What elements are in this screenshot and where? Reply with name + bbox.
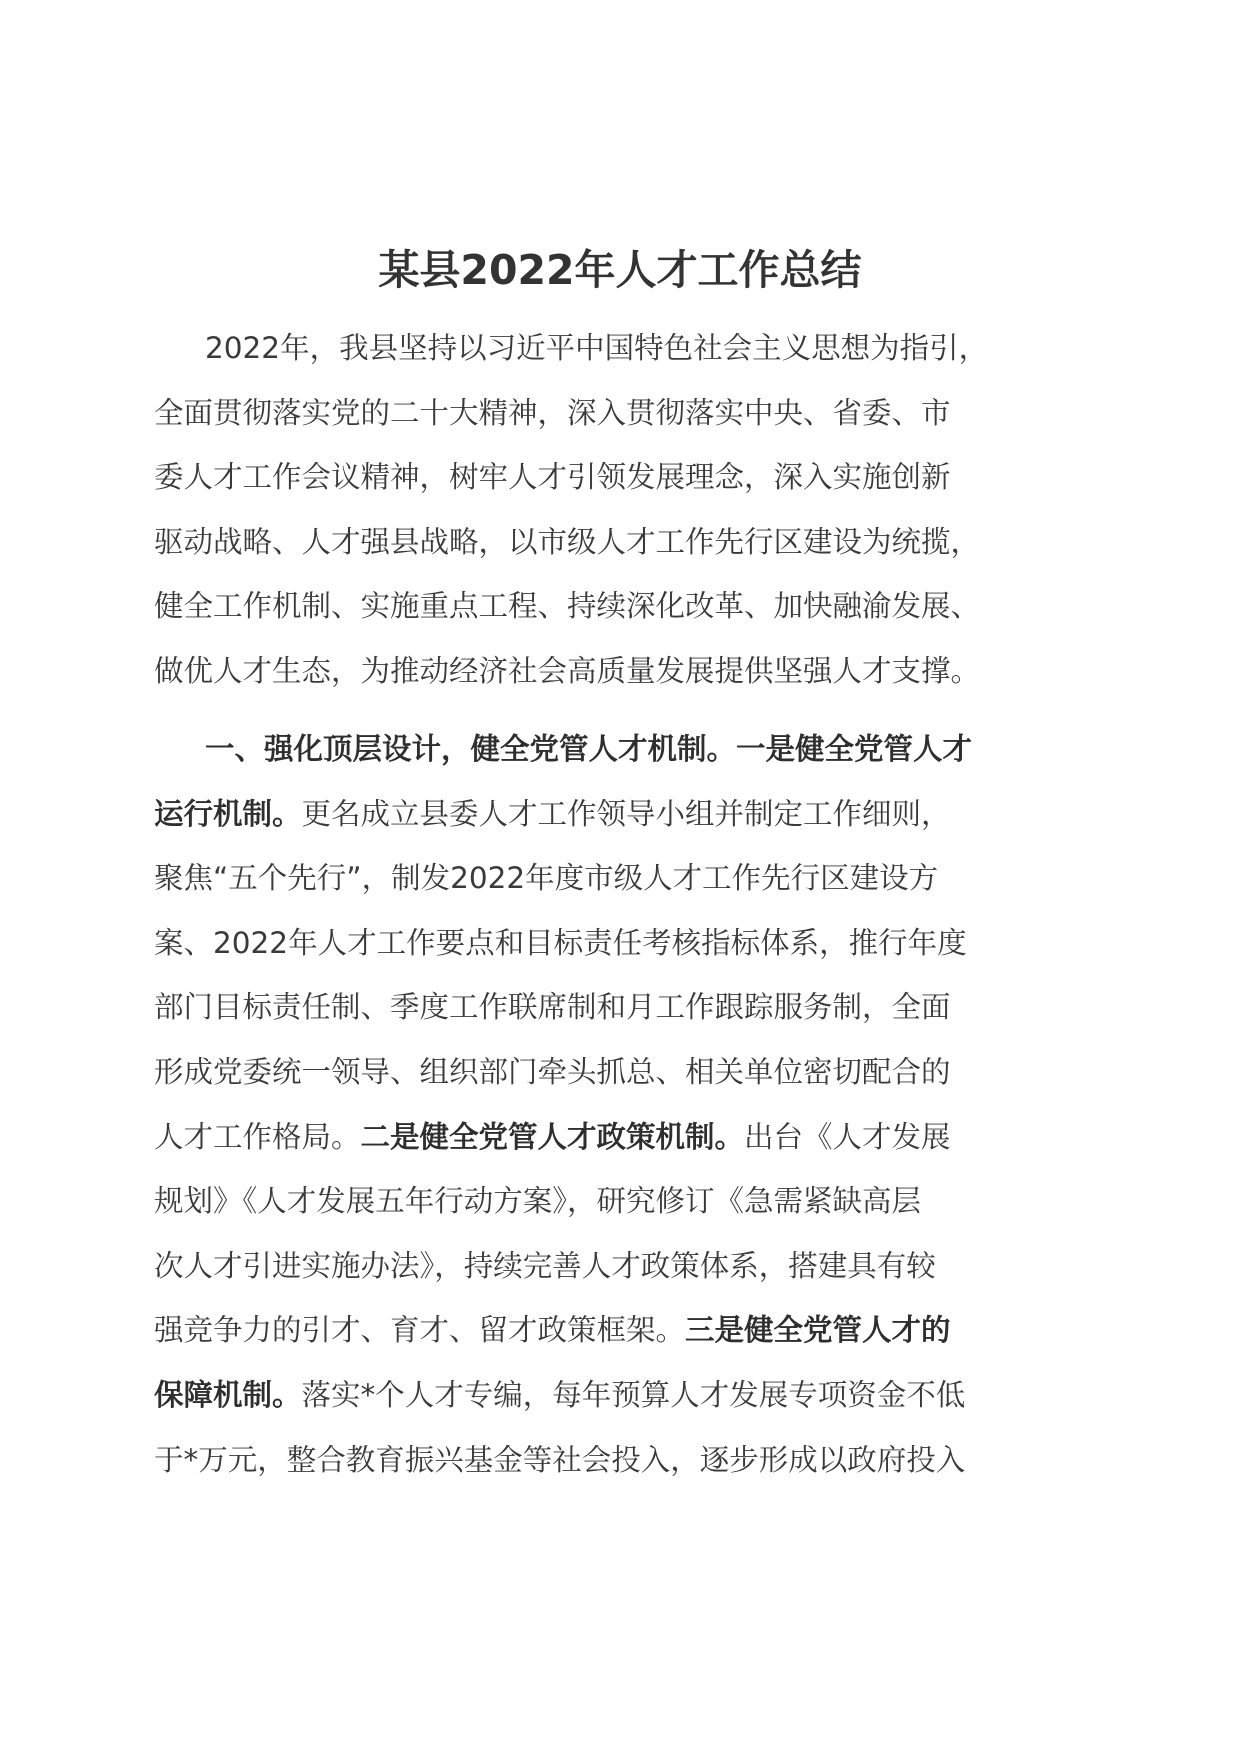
section-1-line-11 — [154, 1363, 1114, 1428]
section-1-line-6: 形成党委统一领导、组织部门牵头抓总、相关单位密切配合的 — [154, 1054, 951, 1089]
section-1-line-12: 于*万元，整合教育振兴基金等社会投入，逐步形成以政府投入 — [154, 1442, 966, 1477]
section-1-line-5: 部门目标责任制、季度工作联席制和月工作跟踪服务制，全面 — [154, 990, 951, 1025]
point-2-heading: 二是健全党管人才政策机制。 — [360, 1119, 745, 1154]
section-1-line-10 — [154, 1298, 1114, 1363]
intro-line-1: 2022年，我县坚持以习近平中国特色社会主义思想为指引， — [205, 331, 989, 365]
point-1-heading-end: 运行机制。 — [154, 796, 302, 831]
section-1-line-4: 案、2022年人才工作要点和目标责任考核指标体系，推行年度 — [154, 925, 967, 960]
section-1-line-1 — [154, 717, 1114, 782]
intro-line-6: 做优人才生态，为推动经济社会高质量发展提供坚强人才支撑。 — [154, 653, 981, 688]
section-1-heading: 一、强化顶层设计，健全党管人才机制。一是健全党管人才 — [205, 732, 973, 766]
point-2-text-end: 强竞争力的引才、育才、留才政策框架。 — [154, 1313, 686, 1348]
intro-line-4: 驱动战略、人才强县战略，以市级人才工作先行区建设为统揽， — [154, 524, 981, 559]
point-1-text: 更名成立县委人才工作领导小组并制定工作细则， — [301, 796, 951, 831]
point-3-heading-end: 保障机制。 — [154, 1377, 302, 1412]
section-1-line-7 — [154, 1105, 1114, 1170]
point-3-text: 落实*个人才专编，每年预算人才发展专项资金不低 — [301, 1377, 966, 1412]
document-title: 某县2022年人才工作总结 — [378, 246, 862, 294]
section-1-paragraph — [154, 717, 1114, 1492]
section-1-line-9: 次人才引进实施办法》，持续完善人才政策体系，搭建具有较 — [154, 1248, 936, 1283]
section-1-line-2 — [154, 782, 1114, 847]
point-1-text-end: 人才工作格局。 — [154, 1119, 361, 1154]
intro-line-5: 健全工作机制、实施重点工程、持续深化改革、加快融渝发展、 — [154, 589, 981, 624]
point-2-text: 出台《人才发展 — [744, 1119, 951, 1154]
intro-line-2: 全面贯彻落实党的二十大精神，深入贯彻落实中央、省委、市 — [154, 395, 951, 430]
section-1-line-3: 聚焦“五个先行”，制发2022年度市级人才工作先行区建设方 — [154, 861, 939, 896]
point-3-heading: 三是健全党管人才的 — [685, 1313, 951, 1348]
section-1-line-8: 规划》《人才发展五年行动方案》，研究修订《急需紧缺高层 — [154, 1184, 922, 1219]
intro-line-3: 委人才工作会议精神，树牢人才引领发展理念，深入实施创新 — [154, 460, 951, 495]
intro-paragraph — [154, 316, 1114, 704]
